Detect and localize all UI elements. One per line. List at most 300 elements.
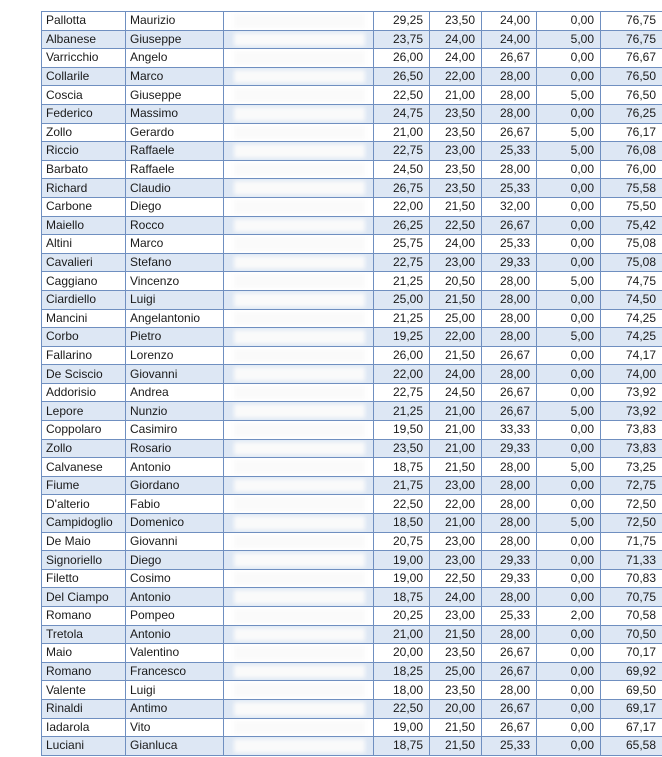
bonus-cell: 5,00 — [537, 142, 601, 161]
table-row — [42, 662, 662, 681]
score-3-cell: 26,67 — [482, 346, 537, 365]
surname-cell: Romano — [42, 662, 126, 681]
table-row — [42, 551, 662, 570]
score-3-cell: 25,33 — [482, 142, 537, 161]
bonus-cell: 5,00 — [537, 402, 601, 421]
first-name-cell: Giuseppe — [126, 86, 224, 105]
first-name-cell: Diego — [126, 551, 224, 570]
first-name-cell: Vito — [126, 718, 224, 737]
score-2-cell: 25,00 — [430, 309, 482, 328]
score-3-cell: 28,00 — [482, 104, 537, 123]
first-name-cell: Raffaele — [126, 160, 224, 179]
tax-code-cell — [224, 197, 374, 216]
score-2-cell: 21,00 — [430, 421, 482, 440]
score-3-cell: 26,67 — [482, 216, 537, 235]
table-row — [42, 346, 662, 365]
first-name-cell: Vincenzo — [126, 272, 224, 291]
score-2-cell: 21,50 — [430, 290, 482, 309]
redaction-mark — [234, 628, 365, 642]
bonus-cell: 0,00 — [537, 365, 601, 384]
redaction-mark — [234, 497, 365, 511]
bonus-cell: 5,00 — [537, 458, 601, 477]
bonus-cell: 0,00 — [537, 662, 601, 681]
total-cell: 76,67 — [601, 49, 662, 68]
first-name-cell: Giovanni — [126, 532, 224, 551]
first-name-cell: Luigi — [126, 290, 224, 309]
score-3-cell: 28,00 — [482, 290, 537, 309]
surname-cell: Fallarino — [42, 346, 126, 365]
table-row — [42, 607, 662, 626]
score-1-cell: 19,25 — [374, 328, 430, 347]
first-name-cell: Stefano — [126, 253, 224, 272]
score-3-cell: 25,33 — [482, 607, 537, 626]
score-2-cell: 23,50 — [430, 681, 482, 700]
bonus-cell: 5,00 — [537, 272, 601, 291]
score-2-cell: 22,00 — [430, 67, 482, 86]
total-cell: 73,25 — [601, 458, 662, 477]
total-cell: 71,75 — [601, 532, 662, 551]
score-2-cell: 23,00 — [430, 607, 482, 626]
total-cell: 76,25 — [601, 104, 662, 123]
redaction-mark — [234, 442, 365, 456]
table-row — [42, 123, 662, 142]
first-name-cell: Domenico — [126, 514, 224, 533]
first-name-cell: Cosimo — [126, 569, 224, 588]
score-1-cell: 19,50 — [374, 421, 430, 440]
table-row — [42, 532, 662, 551]
first-name-cell: Antonio — [126, 625, 224, 644]
score-3-cell: 29,33 — [482, 569, 537, 588]
first-name-cell: Rosario — [126, 439, 224, 458]
score-3-cell: 28,00 — [482, 67, 537, 86]
score-3-cell: 28,00 — [482, 309, 537, 328]
ranking-table — [41, 11, 662, 756]
table-row — [42, 86, 662, 105]
tax-code-cell — [224, 104, 374, 123]
score-3-cell: 28,00 — [482, 681, 537, 700]
bonus-cell: 5,00 — [537, 328, 601, 347]
score-2-cell: 23,00 — [430, 551, 482, 570]
table-row — [42, 365, 662, 384]
score-2-cell: 25,00 — [430, 662, 482, 681]
score-1-cell: 21,25 — [374, 309, 430, 328]
redaction-mark — [234, 274, 365, 288]
first-name-cell: Raffaele — [126, 142, 224, 161]
score-2-cell: 23,50 — [430, 160, 482, 179]
total-cell: 73,92 — [601, 383, 662, 402]
table-row — [42, 421, 662, 440]
first-name-cell: Pompeo — [126, 607, 224, 626]
score-1-cell: 22,50 — [374, 699, 430, 718]
redaction-mark — [234, 460, 365, 474]
bonus-cell: 0,00 — [537, 216, 601, 235]
redaction-mark — [234, 330, 365, 344]
redaction-mark — [234, 14, 365, 28]
score-2-cell: 23,00 — [430, 532, 482, 551]
tax-code-cell — [224, 718, 374, 737]
tax-code-cell — [224, 49, 374, 68]
score-2-cell: 22,50 — [430, 569, 482, 588]
score-2-cell: 21,00 — [430, 514, 482, 533]
score-3-cell: 28,00 — [482, 476, 537, 495]
surname-cell: Filetto — [42, 569, 126, 588]
score-3-cell: 26,67 — [482, 402, 537, 421]
tax-code-cell — [224, 737, 374, 756]
surname-cell: De Maio — [42, 532, 126, 551]
surname-cell: Romano — [42, 607, 126, 626]
total-cell: 70,17 — [601, 644, 662, 663]
tax-code-cell — [224, 532, 374, 551]
tax-code-cell — [224, 365, 374, 384]
total-cell: 76,08 — [601, 142, 662, 161]
surname-cell: Altini — [42, 235, 126, 254]
redaction-mark — [234, 609, 365, 623]
bonus-cell: 0,00 — [537, 495, 601, 514]
redaction-mark — [234, 516, 365, 530]
score-1-cell: 20,25 — [374, 607, 430, 626]
total-cell: 73,92 — [601, 402, 662, 421]
tax-code-cell — [224, 607, 374, 626]
score-2-cell: 23,50 — [430, 644, 482, 663]
redaction-mark — [234, 572, 365, 586]
tax-code-cell — [224, 476, 374, 495]
redaction-mark — [234, 107, 365, 121]
total-cell: 69,17 — [601, 699, 662, 718]
bonus-cell: 0,00 — [537, 476, 601, 495]
surname-cell: Maiello — [42, 216, 126, 235]
surname-cell: Ciardiello — [42, 290, 126, 309]
score-1-cell: 22,50 — [374, 86, 430, 105]
total-cell: 75,08 — [601, 253, 662, 272]
tax-code-cell — [224, 290, 374, 309]
surname-cell: Addorisio — [42, 383, 126, 402]
surname-cell: Corbo — [42, 328, 126, 347]
score-2-cell: 21,50 — [430, 197, 482, 216]
surname-cell: Coscia — [42, 86, 126, 105]
table-row — [42, 309, 662, 328]
score-3-cell: 28,00 — [482, 458, 537, 477]
redaction-mark — [234, 256, 365, 270]
table-row — [42, 328, 662, 347]
surname-cell: Campidoglio — [42, 514, 126, 533]
score-3-cell: 28,00 — [482, 514, 537, 533]
score-1-cell: 26,75 — [374, 179, 430, 198]
total-cell: 70,58 — [601, 607, 662, 626]
total-cell: 76,00 — [601, 160, 662, 179]
total-cell: 71,33 — [601, 551, 662, 570]
score-3-cell: 28,00 — [482, 495, 537, 514]
score-1-cell: 20,00 — [374, 644, 430, 663]
score-1-cell: 22,75 — [374, 253, 430, 272]
tax-code-cell — [224, 681, 374, 700]
total-cell: 70,75 — [601, 588, 662, 607]
total-cell: 74,50 — [601, 290, 662, 309]
surname-cell: Federico — [42, 104, 126, 123]
tax-code-cell — [224, 625, 374, 644]
score-1-cell: 18,50 — [374, 514, 430, 533]
bonus-cell: 0,00 — [537, 439, 601, 458]
redaction-mark — [234, 293, 365, 307]
redaction-mark — [234, 51, 365, 65]
first-name-cell: Gianluca — [126, 737, 224, 756]
total-cell: 76,50 — [601, 67, 662, 86]
score-2-cell: 24,00 — [430, 235, 482, 254]
bonus-cell: 0,00 — [537, 644, 601, 663]
score-2-cell: 20,50 — [430, 272, 482, 291]
table-row — [42, 402, 662, 421]
surname-cell: Zollo — [42, 439, 126, 458]
surname-cell: Del Ciampo — [42, 588, 126, 607]
first-name-cell: Gerardo — [126, 123, 224, 142]
score-2-cell: 22,00 — [430, 328, 482, 347]
first-name-cell: Lorenzo — [126, 346, 224, 365]
bonus-cell: 0,00 — [537, 290, 601, 309]
surname-cell: Tretola — [42, 625, 126, 644]
surname-cell: Carbone — [42, 197, 126, 216]
redaction-mark — [234, 237, 365, 251]
bonus-cell: 0,00 — [537, 253, 601, 272]
table-row — [42, 290, 662, 309]
score-2-cell: 21,50 — [430, 737, 482, 756]
bonus-cell: 0,00 — [537, 104, 601, 123]
score-3-cell: 28,00 — [482, 532, 537, 551]
score-1-cell: 22,75 — [374, 142, 430, 161]
score-2-cell: 21,50 — [430, 718, 482, 737]
bonus-cell: 0,00 — [537, 569, 601, 588]
redaction-mark — [234, 219, 365, 233]
first-name-cell: Giordano — [126, 476, 224, 495]
table-row — [42, 383, 662, 402]
surname-cell: Coppolaro — [42, 421, 126, 440]
score-1-cell: 19,00 — [374, 718, 430, 737]
surname-cell: Caggiano — [42, 272, 126, 291]
tax-code-cell — [224, 179, 374, 198]
score-2-cell: 24,00 — [430, 365, 482, 384]
surname-cell: De Sciscio — [42, 365, 126, 384]
table-row — [42, 216, 662, 235]
tax-code-cell — [224, 328, 374, 347]
table-row — [42, 699, 662, 718]
bonus-cell: 0,00 — [537, 197, 601, 216]
score-3-cell: 26,67 — [482, 123, 537, 142]
bonus-cell: 0,00 — [537, 309, 601, 328]
bonus-cell: 0,00 — [537, 699, 601, 718]
surname-cell: Pallotta — [42, 12, 126, 31]
first-name-cell: Antonio — [126, 458, 224, 477]
redaction-mark — [234, 126, 365, 140]
total-cell: 74,25 — [601, 309, 662, 328]
first-name-cell: Andrea — [126, 383, 224, 402]
score-2-cell: 21,00 — [430, 439, 482, 458]
score-2-cell: 21,50 — [430, 346, 482, 365]
surname-cell: Rinaldi — [42, 699, 126, 718]
bonus-cell: 0,00 — [537, 625, 601, 644]
score-1-cell: 21,25 — [374, 402, 430, 421]
redaction-mark — [234, 312, 365, 326]
score-2-cell: 24,00 — [430, 588, 482, 607]
redaction-mark — [234, 404, 365, 418]
table-row — [42, 625, 662, 644]
score-1-cell: 22,50 — [374, 495, 430, 514]
score-2-cell: 24,00 — [430, 49, 482, 68]
total-cell: 73,83 — [601, 421, 662, 440]
total-cell: 76,17 — [601, 123, 662, 142]
score-1-cell: 25,00 — [374, 290, 430, 309]
score-3-cell: 29,33 — [482, 253, 537, 272]
tax-code-cell — [224, 458, 374, 477]
score-1-cell: 22,00 — [374, 365, 430, 384]
table-row — [42, 253, 662, 272]
first-name-cell: Rocco — [126, 216, 224, 235]
table-row — [42, 12, 662, 31]
first-name-cell: Fabio — [126, 495, 224, 514]
score-2-cell: 21,50 — [430, 458, 482, 477]
score-1-cell: 21,00 — [374, 123, 430, 142]
tax-code-cell — [224, 142, 374, 161]
surname-cell: Zollo — [42, 123, 126, 142]
bonus-cell: 0,00 — [537, 235, 601, 254]
total-cell: 70,50 — [601, 625, 662, 644]
tax-code-cell — [224, 699, 374, 718]
table-row — [42, 197, 662, 216]
tax-code-cell — [224, 30, 374, 49]
score-1-cell: 21,00 — [374, 625, 430, 644]
total-cell: 74,75 — [601, 272, 662, 291]
table-row — [42, 495, 662, 514]
score-3-cell: 26,67 — [482, 49, 537, 68]
score-1-cell: 24,50 — [374, 160, 430, 179]
bonus-cell: 0,00 — [537, 49, 601, 68]
bonus-cell: 5,00 — [537, 514, 601, 533]
score-2-cell: 23,00 — [430, 142, 482, 161]
total-cell: 69,92 — [601, 662, 662, 681]
first-name-cell: Angelantonio — [126, 309, 224, 328]
total-cell: 67,17 — [601, 718, 662, 737]
surname-cell: Riccio — [42, 142, 126, 161]
table-row — [42, 644, 662, 663]
tax-code-cell — [224, 216, 374, 235]
redaction-mark — [234, 739, 365, 753]
total-cell: 69,50 — [601, 681, 662, 700]
bonus-cell: 2,00 — [537, 607, 601, 626]
score-1-cell: 25,75 — [374, 235, 430, 254]
score-1-cell: 23,50 — [374, 439, 430, 458]
table-row — [42, 67, 662, 86]
score-3-cell: 28,00 — [482, 625, 537, 644]
score-1-cell: 19,00 — [374, 551, 430, 570]
score-1-cell: 26,00 — [374, 49, 430, 68]
first-name-cell: Valentino — [126, 644, 224, 663]
bonus-cell: 0,00 — [537, 160, 601, 179]
first-name-cell: Giuseppe — [126, 30, 224, 49]
surname-cell: D'alterio — [42, 495, 126, 514]
score-2-cell: 23,50 — [430, 12, 482, 31]
tax-code-cell — [224, 644, 374, 663]
total-cell: 74,25 — [601, 328, 662, 347]
first-name-cell: Maurizio — [126, 12, 224, 31]
total-cell: 76,75 — [601, 12, 662, 31]
total-cell: 72,75 — [601, 476, 662, 495]
first-name-cell: Nunzio — [126, 402, 224, 421]
score-2-cell: 22,00 — [430, 495, 482, 514]
table-row — [42, 49, 662, 68]
surname-cell: Richard — [42, 179, 126, 198]
tax-code-cell — [224, 253, 374, 272]
score-3-cell: 25,33 — [482, 179, 537, 198]
surname-cell: Valente — [42, 681, 126, 700]
bonus-cell: 0,00 — [537, 718, 601, 737]
score-1-cell: 26,00 — [374, 346, 430, 365]
total-cell: 76,75 — [601, 30, 662, 49]
surname-cell: Varricchio — [42, 49, 126, 68]
score-3-cell: 29,33 — [482, 551, 537, 570]
total-cell: 74,17 — [601, 346, 662, 365]
table-row — [42, 514, 662, 533]
bonus-cell: 0,00 — [537, 179, 601, 198]
table-row — [42, 476, 662, 495]
score-1-cell: 18,25 — [374, 662, 430, 681]
surname-cell: Cavalieri — [42, 253, 126, 272]
table-row — [42, 160, 662, 179]
score-2-cell: 22,50 — [430, 216, 482, 235]
score-3-cell: 26,67 — [482, 718, 537, 737]
tax-code-cell — [224, 12, 374, 31]
score-2-cell: 20,00 — [430, 699, 482, 718]
tax-code-cell — [224, 67, 374, 86]
bonus-cell: 5,00 — [537, 30, 601, 49]
score-1-cell: 21,25 — [374, 272, 430, 291]
bonus-cell: 0,00 — [537, 532, 601, 551]
redaction-mark — [234, 386, 365, 400]
surname-cell: Albanese — [42, 30, 126, 49]
redaction-mark — [234, 367, 365, 381]
surname-cell: Signoriello — [42, 551, 126, 570]
score-1-cell: 18,75 — [374, 588, 430, 607]
score-3-cell: 29,33 — [482, 439, 537, 458]
score-3-cell: 28,00 — [482, 328, 537, 347]
bonus-cell: 0,00 — [537, 67, 601, 86]
first-name-cell: Francesco — [126, 662, 224, 681]
surname-cell: Barbato — [42, 160, 126, 179]
redaction-mark — [234, 479, 365, 493]
first-name-cell: Luigi — [126, 681, 224, 700]
score-2-cell: 23,00 — [430, 476, 482, 495]
table-row — [42, 272, 662, 291]
bonus-cell: 0,00 — [537, 346, 601, 365]
score-1-cell: 29,25 — [374, 12, 430, 31]
redaction-mark — [234, 70, 365, 84]
score-1-cell: 18,00 — [374, 681, 430, 700]
score-3-cell: 24,00 — [482, 30, 537, 49]
redaction-mark — [234, 721, 365, 735]
redaction-mark — [234, 423, 365, 437]
score-3-cell: 28,00 — [482, 86, 537, 105]
score-1-cell: 22,75 — [374, 383, 430, 402]
table-row — [42, 569, 662, 588]
tax-code-cell — [224, 235, 374, 254]
table-row — [42, 142, 662, 161]
first-name-cell: Marco — [126, 235, 224, 254]
tax-code-cell — [224, 421, 374, 440]
score-3-cell: 26,67 — [482, 662, 537, 681]
tax-code-cell — [224, 551, 374, 570]
redaction-mark — [234, 200, 365, 214]
ranking-table-body — [42, 12, 662, 756]
score-2-cell: 23,50 — [430, 179, 482, 198]
tax-code-cell — [224, 86, 374, 105]
score-1-cell: 18,75 — [374, 458, 430, 477]
tax-code-cell — [224, 123, 374, 142]
